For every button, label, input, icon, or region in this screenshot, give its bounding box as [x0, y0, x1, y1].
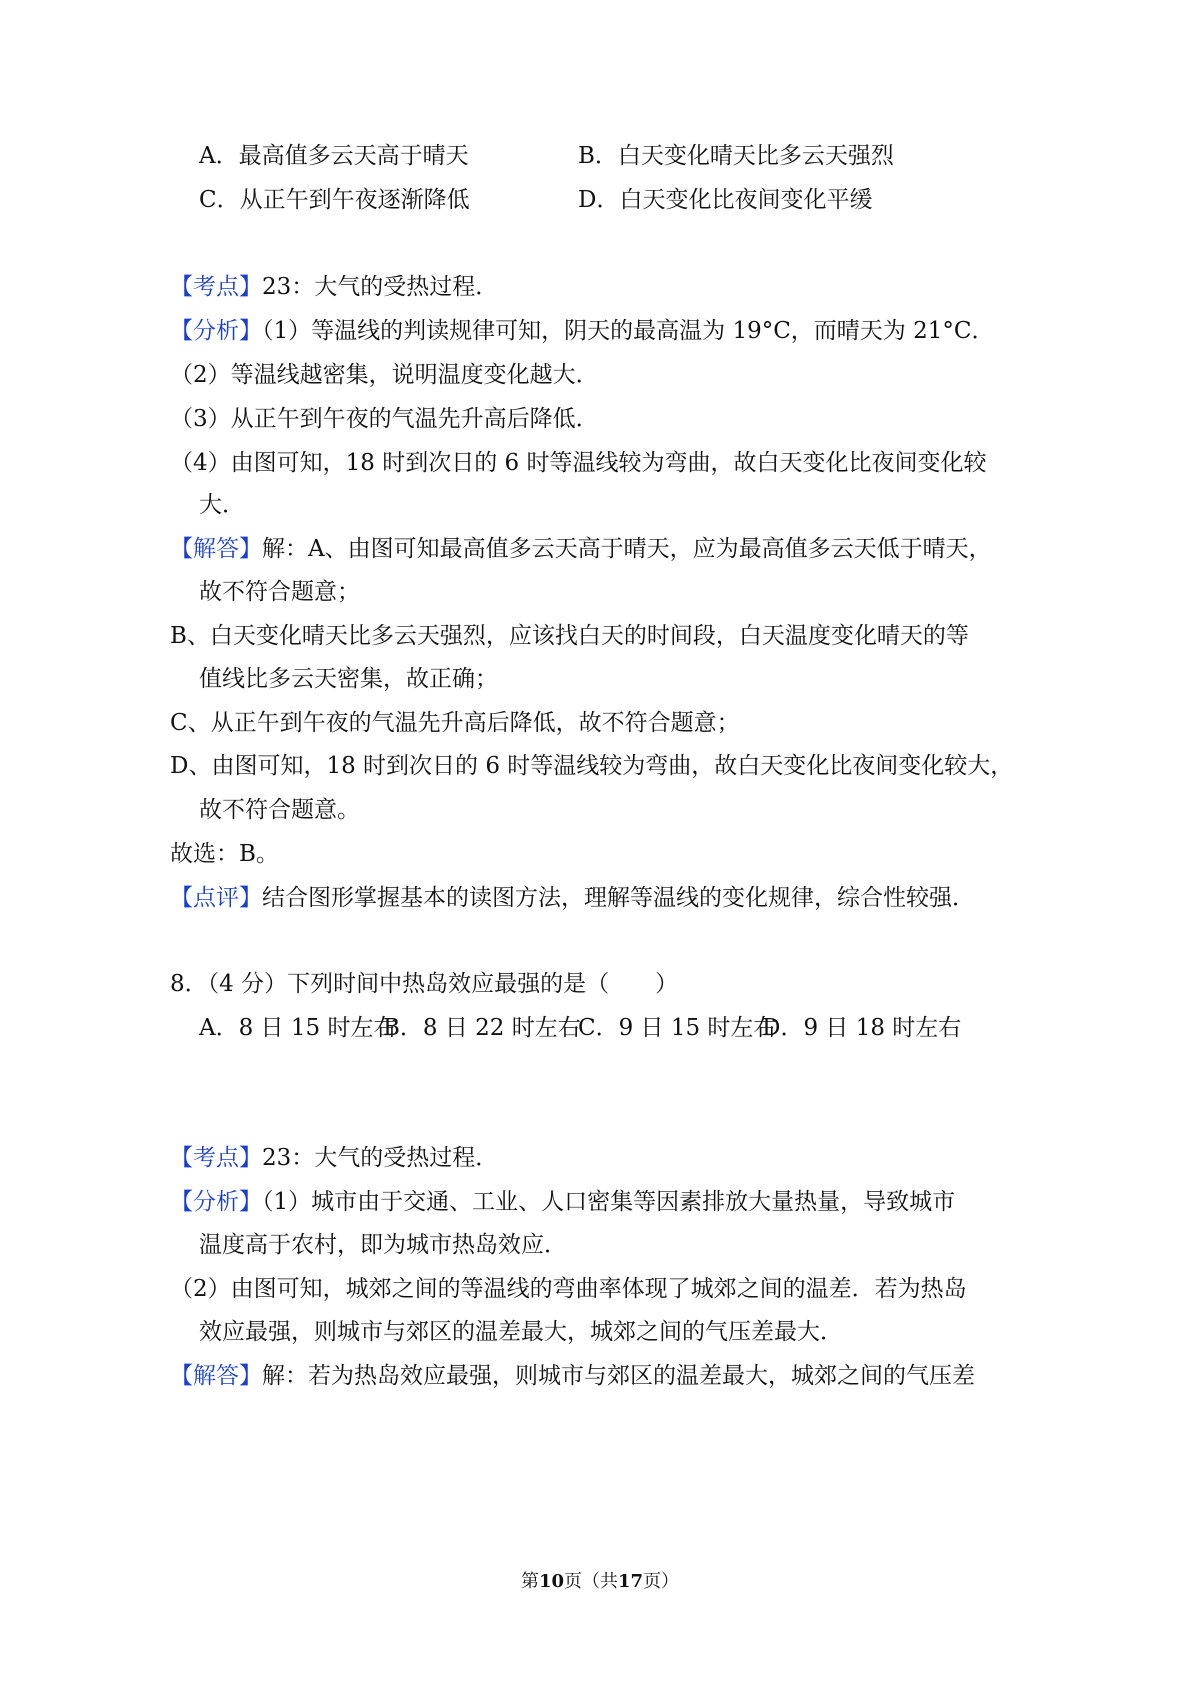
- q7-option-d: D．白天变化比夜间变化平缓: [578, 187, 873, 213]
- q7-fenxi-line-4: （4）由图可知，18 时到次日的 6 时等温线较为弯曲，故白天变化比夜间变化较: [170, 450, 987, 476]
- q8-jieda-line-1: [170, 1361, 975, 1391]
- q7-fenxi-line-1: [170, 316, 995, 346]
- q8-fenxi-line-4: 效应最强，则城市与郊区的温差最大，城郊之间的气压差最大．: [199, 1319, 843, 1345]
- q7-kaodian-tag: 【考点】: [170, 274, 262, 300]
- q7-jieda-line-5: C、从正午到午夜的气温先升高后降低，故不符合题意；: [170, 710, 740, 736]
- q8-stem: 8．（4 分）下列时间中热岛效应最强的是（ ）: [170, 971, 679, 997]
- q7-fenxi-line-3: （3）从正午到午夜的气温先升高后降低．: [170, 406, 599, 432]
- q8-option-a: A．8 日 15 时左右: [199, 1015, 397, 1041]
- q7-fenxi-tag: 【分析】: [170, 318, 262, 344]
- q8-fenxi-line-3: （2）由图可知，城郊之间的等温线的弯曲率体现了城郊之间的温差．若为热岛: [170, 1276, 967, 1302]
- q7-option-c: C．从正午到午夜逐渐降低: [199, 187, 470, 213]
- q8-jieda-tag: 【解答】: [170, 1363, 262, 1389]
- q7-jieda-line-2: 故不符合题意；: [199, 579, 360, 605]
- q7-fenxi-line-5: 大．: [199, 492, 245, 518]
- q8-fenxi-line-1: [170, 1187, 955, 1217]
- q7-jieda-line-6: D、由图可知，18 时到次日的 6 时等温线较为弯曲，故白天变化比夜间变化较大，: [170, 753, 1014, 779]
- footer-suffix: 页）: [643, 1571, 680, 1592]
- q7-jieda-line-8: 故选：B。: [170, 841, 279, 867]
- q7-jieda-text-1: 解：A、由图可知最高值多云天高于晴天，应为最高值多云天低于晴天，: [262, 536, 992, 562]
- q7-jieda-line-3: B、白天变化晴天比多云天强烈，应该找白天的时间段，白天温度变化晴天的等: [170, 623, 969, 649]
- q8-kaodian-text: 23：大气的受热过程．: [262, 1145, 499, 1171]
- q7-jieda-tag: 【解答】: [170, 536, 262, 562]
- q7-option-b: B．白天变化晴天比多云天强烈: [578, 143, 894, 169]
- q7-kaodian: [170, 272, 498, 302]
- page-footer: [0, 1570, 1200, 1594]
- q7-dianping: [170, 883, 975, 913]
- q8-option-c: C．9 日 15 时左右: [578, 1015, 777, 1041]
- q7-dianping-tag: 【点评】: [170, 885, 262, 911]
- q8-option-b: B．8 日 22 时左右: [383, 1015, 581, 1041]
- q8-fenxi-tag: 【分析】: [170, 1189, 262, 1215]
- q7-fenxi-line-2: （2）等温线越密集，说明温度变化越大．: [170, 362, 599, 388]
- q8-fenxi-text-1: （1）城市由于交通、工业、人口密集等因素排放大量热量，导致城市: [262, 1189, 956, 1215]
- footer-prefix: 第: [520, 1571, 539, 1592]
- q7-jieda-line-4: 值线比多云天密集，故正确；: [199, 666, 498, 692]
- q7-fenxi-text-1: （1）等温线的判读规律可知，阴天的最高温为 19°C，而晴天为 21°C．: [262, 318, 995, 344]
- q7-kaodian-text: 23：大气的受热过程．: [262, 274, 499, 300]
- q8-kaodian: [170, 1143, 498, 1173]
- q7-jieda-line-1: [170, 534, 992, 564]
- q7-jieda-line-7: 故不符合题意。: [199, 797, 360, 823]
- q8-fenxi-line-2: 温度高于农村，即为城市热岛效应．: [199, 1232, 567, 1258]
- footer-mid: 页（共: [564, 1571, 618, 1592]
- footer-total-pages: 17: [618, 1571, 644, 1592]
- q7-option-a: A．最高值多云天高于晴天: [199, 143, 469, 169]
- q7-dianping-text: 结合图形掌握基本的读图方法，理解等温线的变化规律，综合性较强．: [262, 885, 975, 911]
- q8-kaodian-tag: 【考点】: [170, 1145, 262, 1171]
- q8-option-d: D．9 日 18 时左右: [762, 1015, 962, 1041]
- q8-jieda-text-1: 解：若为热岛效应最强，则城市与郊区的温差最大，城郊之间的气压差: [262, 1363, 975, 1389]
- footer-page-number: 10: [538, 1571, 564, 1592]
